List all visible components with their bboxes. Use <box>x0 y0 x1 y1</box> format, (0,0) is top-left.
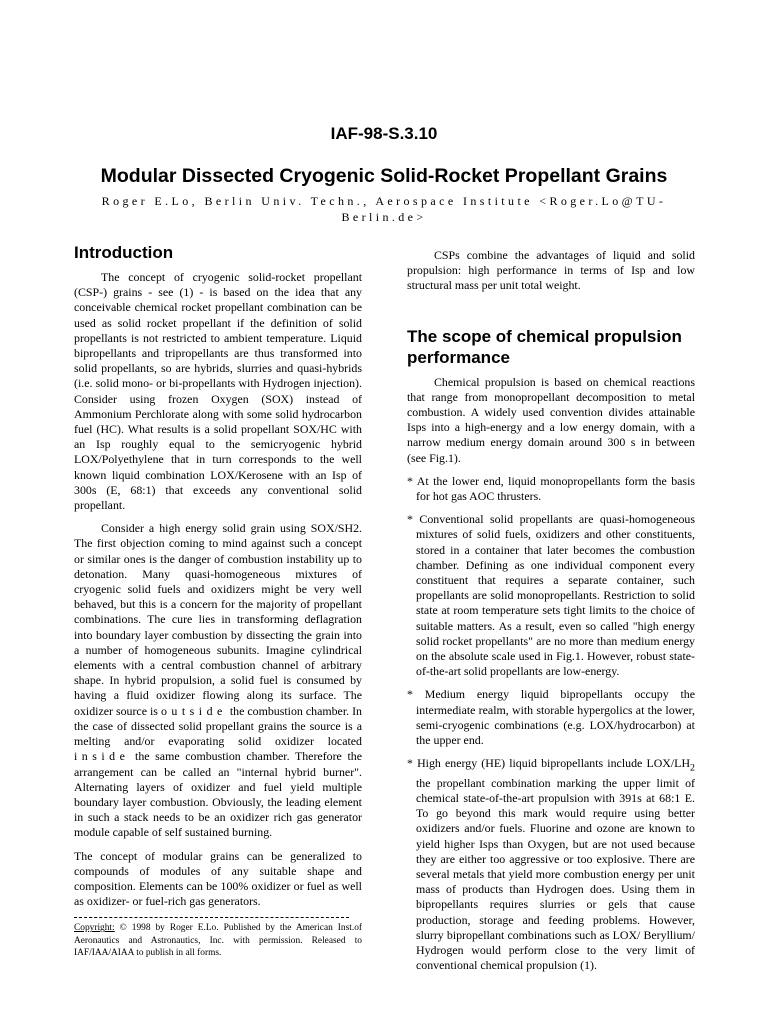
bullet-solid-propellants: * Conventional solid propellants are quasi-homogeneous mixtures of solid fuels, oxidizers and other constituents, stored in a container that later becomes the combustion chamber. Defining as one individual component every constituent that requires a separate container, such propellants are solid monopropellants. Restriction to solid state at room temperature sets tight limits to the choice of suitable matters. As a result, even so called "high energy solid rocket propellants" are no more than medium energy on the absolute scale used in Fig.1. However, robust state-of-the-art solid propellants are low-energy. <box>407 512 695 679</box>
paper-id: IAF-98-S.3.10 <box>330 124 438 143</box>
bullet-he-part-b: the propellant combination marking the upper limit of chemical state-of-the-art propulsion with 391s at 68:1 E. To go beyond this mark would require using better oxidizers and/or fuels. Fluorine and ozone are known to yield higher Isps than Oxygen, but are not used because they are either too aggressive or too explosive. There are several metals that yield more combustion energy per unit mass of products than Hydrogen does. Using them in bipropellants requires slurries or gels that cause production, storage and feeding problems. However, slurry bipropellant combinations such as LOX/ Beryllium/ Hydrogen would perform close to the very limit of conventional chemical propulsion (1). <box>416 775 695 973</box>
left-column <box>74 242 362 960</box>
copyright-note <box>74 922 362 959</box>
intro-paragraph-1: The concept of cryogenic solid-rocket propellant (CSP-) grains - see (1) - is based on the idea that any conceivable chemical rocket propellant combination can be used as solid rocket propellant if the definition of solid propellants is not restricted to ambient temperature. Liquid bipropellants and tripropellants are thus transformed into solid propellants, so are hybrids, slurries and quasi-hybrids (i.e. solid mono- or bi-propellants with Hydrogen injection). Consider using frozen Oxygen (SOX) instead of Ammonium Perchlorate along with some solid hydrocarbon fuel (HC). What results is a solid propellant SOX/HC with an Isp roughly equal to the semicryogenic hybrid LOX/Polyethylene that in turn corresponds to the well known liquid combination LOX/Kerosene with an Isp of 300s (E, 68:1) that exceeds any conventional solid propellant. <box>74 270 362 513</box>
outside-emphasis: outside <box>160 703 227 718</box>
intro-p2-part-c: the same combustion chamber. Therefore the arrangement can be called an "internal hybrid burner". Alternating layers of oxidizer and fuel yield multiple boundary layer combustion. Obviously, the leading element in such a stack needs to be an oxidizer rich gas generator module capable of self sustained burning. <box>74 749 362 840</box>
bullet-high-energy <box>407 756 695 973</box>
bullet-he-part-a: * High energy (HE) liquid bipropellants include LOX/LH <box>407 756 691 771</box>
intro-p2-part-b: the combustion chamber. In the case of dissected solid propellant grains the source is a melting and/or evaporating solid oxidizer located <box>74 703 363 749</box>
bullet-medium-energy: * Medium energy liquid bipropellants occupy the intermediate realm, with storable hypergolics at the lower, semi-cryogenic combinations (e.g. LOX/hydrocarbon) at the upper end. <box>407 687 695 748</box>
csp-summary-paragraph: CSPs combine the advantages of liquid and solid propulsion: high performance in terms of Isp and low structural mass per unit total weight. <box>407 248 695 293</box>
author-line: Roger E.Lo, Berlin Univ. Techn., Aerospace Institute <Roger.Lo@TU-Berlin.de> <box>101 194 667 224</box>
introduction-heading: Introduction <box>74 243 174 262</box>
intro-paragraph-3: The concept of modular grains can be generalized to compounds of modules of any suitable shape and composition. Elements can be 100% oxidizer or fuel as well as oxidizer- or fuel-rich gas generators. <box>74 848 362 909</box>
subscript-2: 2 <box>690 762 695 774</box>
copyright-text: © 1998 by Roger E.Lo. Published by the American Inst.of Aeronautics and Astronautics, Inc. with permission. Released to IAF/IAA/AIAA to publish in all forms. <box>74 923 362 959</box>
intro-p2-part-a: Consider a high energy solid grain using SOX/SH2. The first objection coming to mind against such a concept or similar ones is the danger of combustion instability up to detonation. Many quasi-homogeneous mixtures of cryogenic solid fuels and oxidizers might be very well behaved, but this is a concern for the majority of propellant combinations. The cure lies in transforming deflagration into boundary layer combustion by dissecting the grain into a number of homogeneous subunits. Imagine cylindrical elements with a central combustion channel of arbitrary shape. In hybrid propulsion, a solid fuel is consumed by having a fluid oxidizer flowing along its surface. The oxidizer source is <box>74 521 362 718</box>
scope-heading: The scope of chemical propulsion performance <box>407 326 682 367</box>
copyright-label: Copyright: <box>74 923 115 934</box>
scope-paragraph: Chemical propulsion is based on chemical reactions that range from monopropellant decomposition to metal combustion. A widely used convention divides attainable Isps into a high-energy and a low energy domain, with a narrow medium energy domain around 300 s in between (see Fig.1). <box>407 374 695 465</box>
bullet-monopropellants: * At the lower end, liquid monopropellants form the basis for hot gas AOC thrusters. <box>407 473 695 504</box>
paper-title: Modular Dissected Cryogenic Solid-Rocket Propellant Grains <box>100 165 668 187</box>
inside-emphasis: inside <box>74 749 130 764</box>
right-column <box>407 248 695 982</box>
intro-paragraph-2 <box>74 521 362 840</box>
footnote-rule <box>74 917 349 918</box>
